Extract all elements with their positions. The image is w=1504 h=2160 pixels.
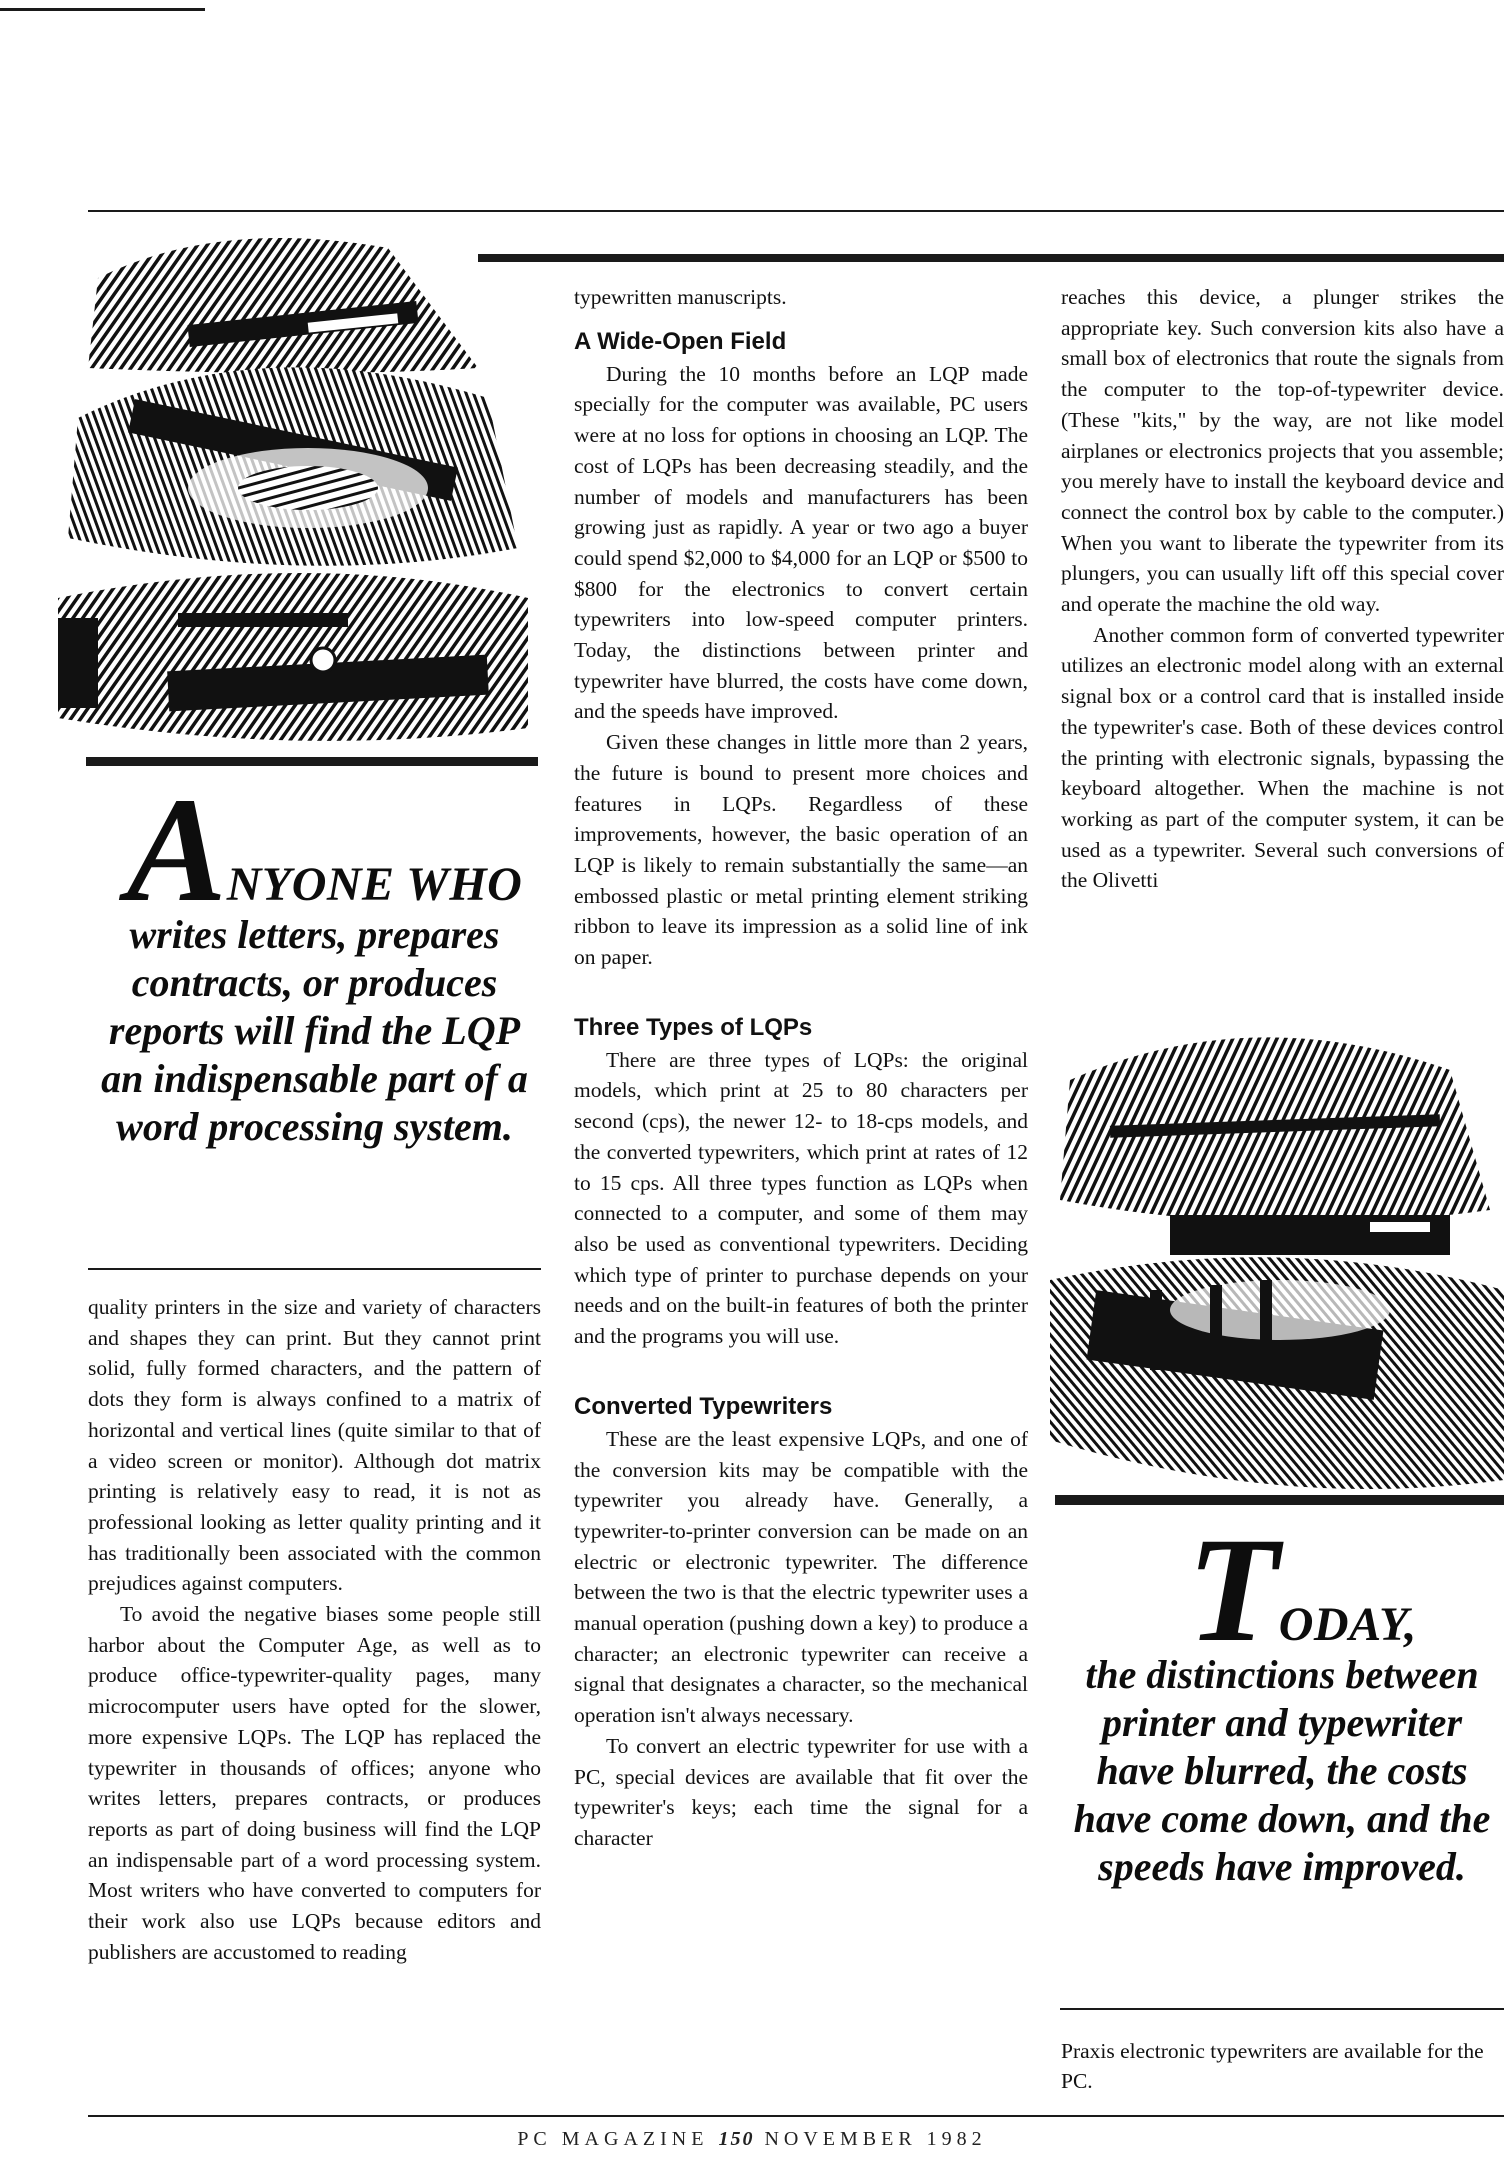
col2-converted-paragraph-2: To convert an electric typewriter for use with a PC, special devices are available that fit over the typewriter's keys; each time the signal for a character (574, 1733, 1028, 1850)
column-3 (1061, 282, 1504, 896)
pull-quote-2-text: the distinctions between printer and typewriter have blurred, the costs have come down, and the speeds have improved. (1073, 1652, 1491, 1889)
pull-quote-1-cap-word: NYONE WHO (226, 858, 523, 911)
printer-stack-illustration (58, 218, 538, 756)
pull-quote-1-drop-cap: A (126, 767, 227, 933)
col1-paragraph-1: quality printers in the size and variety of characters and shapes they can print. But they cannot print solid, fully formed characters, and the pattern of dots they form is always confined to a matrix of horizontal and vertical lines (quite similar to that of a video screen or monitor). Although dot matrix printing is relatively easy to read, it is not as professional looking as letter quality printing and it has traditionally been associated with the common prejudices against computers. (88, 1295, 541, 1596)
col2-intro: typewritten manuscripts. (574, 285, 787, 309)
typewriter-illustration (1050, 1010, 1504, 1498)
heading-three-types: Three Types of LQPs (574, 1013, 813, 1041)
col1-paragraph-2: To avoid the negative biases some people still harbor about the Computer Age, as well as to produce office-typewriter-quality pages, many microcomputer users have opted for the slower, more expensive LQPs. The LQP has replaced the typewriter in thousands of offices; anyone who writes letters, prepares contracts, or produces reports as part of doing business will find the LQP an indispensable part of a word processing system. Most writers who have converted to computers for their work also use LQPs because editors and publishers are accustomed to reading (88, 1602, 541, 1964)
column-1 (88, 1292, 541, 1967)
pullquote1-bottom-rule (88, 1268, 541, 1270)
column-2 (574, 282, 1028, 1854)
pullquote2-bottom-rule (1060, 2008, 1504, 2010)
footer-issue-date: NOVEMBER 1982 (764, 2128, 987, 2150)
pull-quote-2-cap-word: ODAY, (1278, 1598, 1417, 1651)
pull-quote-1 (88, 767, 541, 1151)
heading-converted-typewriters: Converted Typewriters (574, 1392, 833, 1420)
pull-quote-1-text: writes letters, prepares contracts, or produces reports will find the LQP an indispensable part of a word processing system. (101, 912, 528, 1149)
col2-wide-paragraph-1: During the 10 months before an LQP made specially for the computer was available, PC users were at no loss for options in choosing an LQP. The cost of LQPs has been decreasing steadily, and the number of models and manufacturers has been growing just as rapidly. A year or two ago a buyer could spend $2,000 to $4,000 for an LQP or $500 to $800 for the electronics to convert certain typewriters into low-speed computer printers. Today, the distinctions between printer and typewriter have blurred, the costs have come down, and the speeds have improved. (574, 361, 1028, 724)
col2-three-types-paragraph: There are three types of LQPs: the original models, which print at 25 to 80 characters per second (cps), the newer 12- to 18-cps models, and the converted typewriters, which print at rates of 12 to 15 cps. All three types function as LQPs when connected to a computer, and some of them may also be used as conventional typewriters. Deciding which type of printer to purchase depends on your needs and on the built-in features of both the printer and the programs you will use. (574, 1047, 1028, 1349)
col3-paragraph-2: Another common form of converted typewriter utilizes an electronic model along with an external signal box or a control card that is installed inside the typewriter's case. Both of these devices control the printing with electronic signals, bypassing the keyboard altogether. When the machine is not working as part of the computer system, it can be used as a typewriter. Several such conversions of the Olivetti (1061, 622, 1504, 893)
illustration1-base-rule (86, 757, 538, 766)
pull-quote-2 (1060, 1507, 1504, 1891)
footer-rule (88, 2115, 1504, 2117)
col2-wide-paragraph-2: Given these changes in little more than 2 years, the future is bound to present more choices and features in LQPs. Regardless of these improvements, however, the basic operation of an LQP is likely to remain substantially the same—an embossed plastic or metal printing element striking ribbon to leave its impression as a solid line of ink on paper. (574, 730, 1028, 970)
col2-converted-paragraph-1: These are the least expensive LQPs, and one of the conversion kits may be compatible with the typewriter you already have. Generally, a typewriter-to-printer conversion can be made on an electric or electronic typewriter. The difference between the two is that the electric typewriter uses a manual operation (pushing down a key) to produce a character; an electronic typewriter can receive a signal that designates a character, so the mechanical operation isn't always necessary. (574, 1426, 1028, 1728)
header-rule (88, 210, 1504, 212)
heading-wide-open-field: A Wide-Open Field (574, 327, 787, 355)
column-top-rule (478, 254, 1504, 262)
footer-magazine-name: PC MAGAZINE (517, 2128, 709, 2150)
page-footer (0, 2128, 1504, 2151)
col3-paragraph-1: reaches this device, a plunger strikes the appropriate key. Such conversion kits also have a small box of electronics that route the signals from the computer to the top-of-typewriter device. (These "kits," by the way, are not like model airplanes or electronics projects that you assemble; you merely have to install the keyboard device and connect the control box by cable to the computer.) When you want to liberate the typewriter from its plungers, you can usually lift off this special cover and operate the machine the old way. (1061, 285, 1504, 617)
photo-caption: Praxis electronic typewriters are available for the PC. (1061, 2039, 1484, 2093)
pull-quote-2-drop-cap: T (1187, 1507, 1279, 1673)
top-left-rule (0, 8, 205, 11)
footer-page-number: 150 (718, 2128, 755, 2150)
